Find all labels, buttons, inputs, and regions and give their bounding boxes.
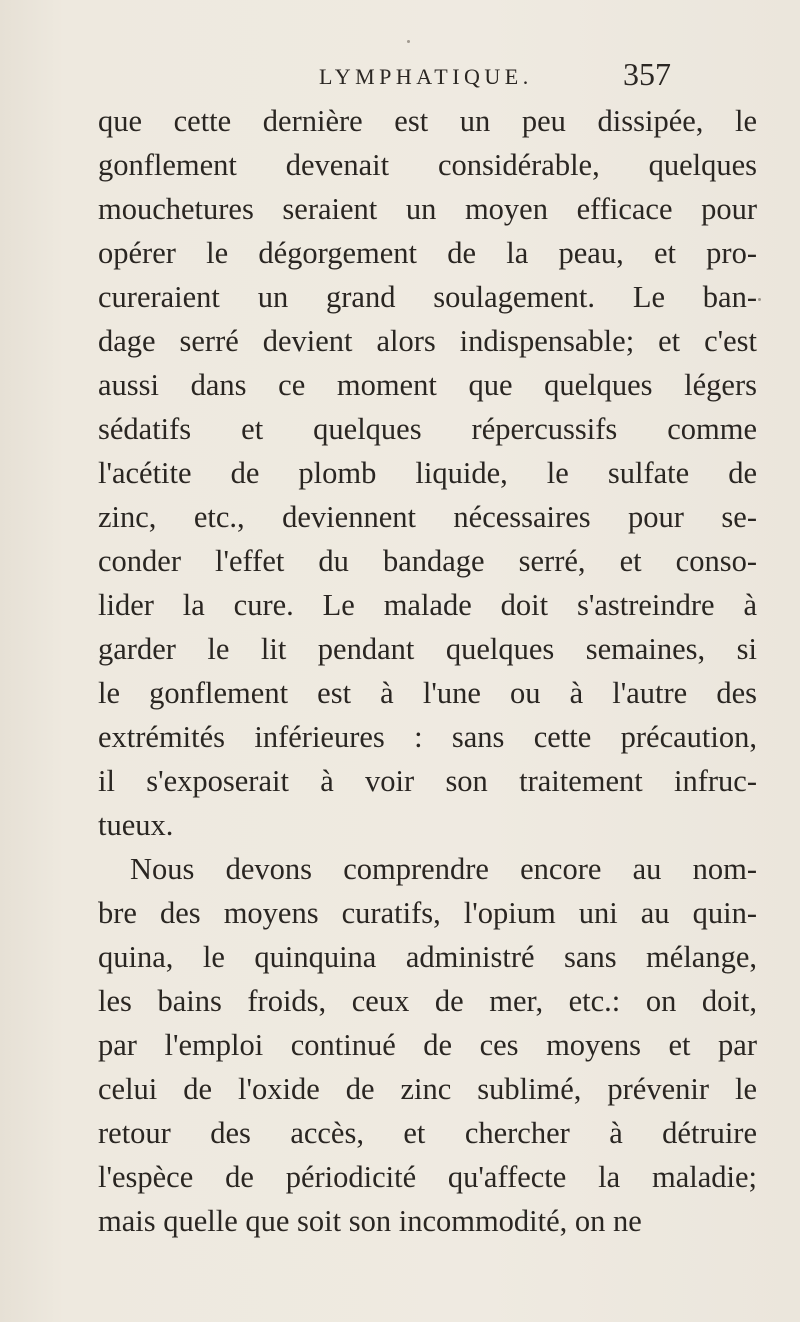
running-title: LYMPHATIQUE.	[319, 64, 533, 89]
text-line: zinc, etc., deviennent nécessaires pour se-	[98, 500, 757, 534]
text-line: que cette dernière est un peu dissipée, le	[98, 104, 757, 138]
text-line: garder le lit pendant quelques semaines, si	[98, 632, 757, 666]
text-line: l'espèce de périodicité qu'affecte la maladie;	[98, 1160, 757, 1194]
text-line: mouchetures seraient un moyen efficace pour	[98, 192, 757, 226]
text-line: mais quelle que soit son incommodité, on ne	[98, 1204, 642, 1238]
text-line: aussi dans ce moment que quelques légers	[98, 368, 757, 402]
text-line: dage serré devient alors indispensable; et c'est	[98, 324, 757, 358]
text-line: bre des moyens curatifs, l'opium uni au quin-	[98, 896, 757, 930]
text-line: par l'emploi continué de ces moyens et par	[98, 1028, 757, 1062]
text-line: gonflement devenait considérable, quelques	[98, 148, 757, 182]
text-line: le gonflement est à l'une ou à l'autre des	[98, 676, 757, 710]
ink-speck	[407, 40, 410, 43]
text-line: tueux.	[98, 808, 174, 842]
text-line: sédatifs et quelques répercussifs comme	[98, 412, 757, 446]
text-line: quina, le quinquina administré sans mélange,	[98, 940, 757, 974]
page-number: 357	[623, 56, 671, 92]
text-line: celui de l'oxide de zinc sublimé, prévenir le	[98, 1072, 757, 1106]
text-line: extrémités inférieures : sans cette précaution,	[98, 720, 757, 754]
page-header	[0, 56, 800, 96]
text-line: Nous devons comprendre encore au nom-	[130, 852, 757, 886]
text-line: l'acétite de plomb liquide, le sulfate de	[98, 456, 757, 490]
text-line: les bains froids, ceux de mer, etc.: on doit,	[98, 984, 757, 1018]
text-line: retour des accès, et chercher à détruire	[98, 1116, 757, 1150]
text-line: il s'exposerait à voir son traitement infruc-	[98, 764, 757, 798]
text-line: opérer le dégorgement de la peau, et pro-	[98, 236, 757, 270]
text-line: cureraient un grand soulagement. Le ban-	[98, 280, 757, 314]
ink-speck	[758, 298, 761, 301]
text-line: lider la cure. Le malade doit s'astreindre à	[98, 588, 757, 622]
text-line: conder l'effet du bandage serré, et conso-	[98, 544, 757, 578]
